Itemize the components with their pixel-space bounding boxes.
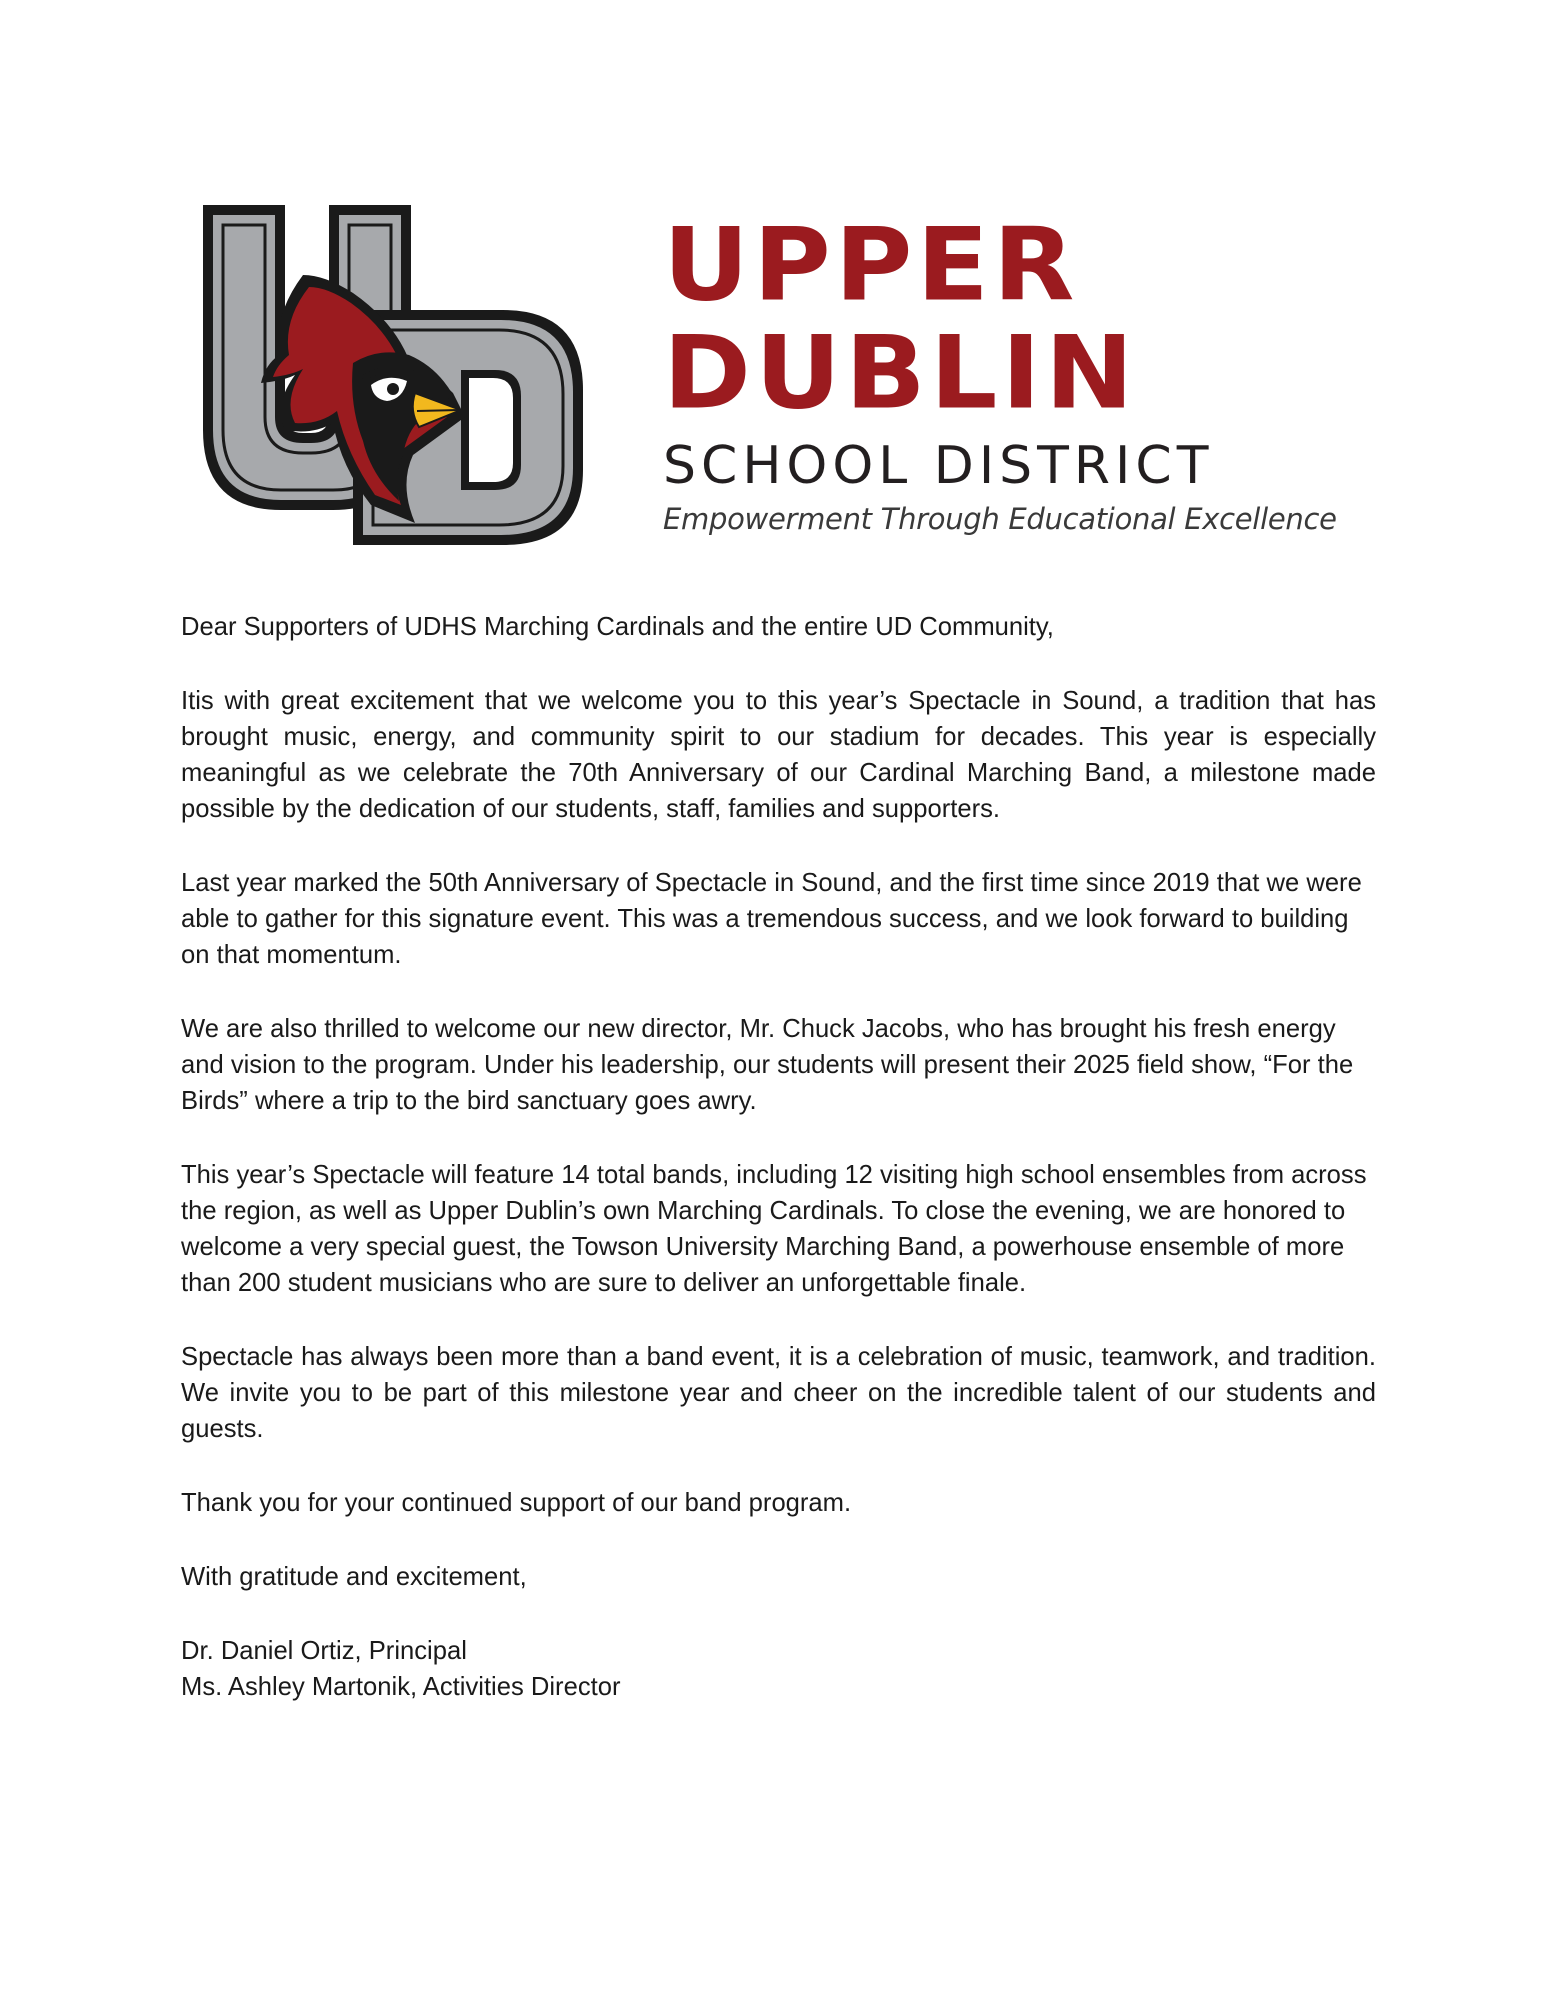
paragraph-last-year: Last year marked the 50th Anniversary of Spectacle in Sound, and the first time since 2019 that we were able to gather for this signature event. This was a tremendous success, and we look forward to building on that momentum. [181, 869, 1362, 969]
salutation: Dear Supporters of UDHS Marching Cardinals and the entire UD Community, [181, 613, 1054, 641]
paragraph-welcome: Itis with great excitement that we welcome you to this year’s Spectacle in Sound, a tradition that has brought music, energy, and community spirit to our stadium for decades. This year is especially meaningful as we celebrate the 70th Anniversary of our Cardinal Marching Band, a milestone made possible by the dedication of our students, staff, families and supporters. [181, 687, 1376, 823]
paragraph-bands: This year’s Spectacle will feature 14 total bands, including 12 visiting high school ensembles from across the region, as well as Upper Dublin’s own Marching Cardinals. To close the evening, we are honored to welcome a very special guest, the Towson University Marching Band, a powerhouse ensemble of more than 200 student musicians who are sure to deliver an unforgettable finale. [181, 1161, 1367, 1297]
signatory-principal: Dr. Daniel Ortiz, Principal [181, 1637, 467, 1665]
wordmark-dublin: DUBLIN [663, 314, 1138, 432]
ud-cardinal-logo [203, 205, 583, 545]
closing: With gratitude and excitement, [181, 1563, 527, 1591]
letterhead [203, 205, 1337, 545]
paragraph-thanks: Thank you for your continued support of our band program. [181, 1489, 852, 1517]
paragraph-celebration: Spectacle has always been more than a band event, it is a celebration of music, teamwork, and tradition. We invite you to be part of this milestone year and cheer on the incredible talent of our students and guests. [181, 1343, 1376, 1443]
signatory-activities-director: Ms. Ashley Martonik, Activities Director [181, 1673, 621, 1701]
district-tagline: Empowerment Through Educational Excellence [663, 502, 1337, 536]
district-wordmark [663, 205, 1335, 545]
letter-body [181, 609, 1376, 1705]
wordmark-school-district: SCHOOL DISTRICT [663, 436, 1214, 496]
wordmark-upper: UPPER [663, 206, 1079, 324]
paragraph-new-director: We are also thrilled to welcome our new director, Mr. Chuck Jacobs, who has brought his fresh energy and vision to the program. Under his leadership, our students will present their 2025 field show, “For the Birds” where a trip to the bird sanctuary goes awry. [181, 1015, 1354, 1115]
